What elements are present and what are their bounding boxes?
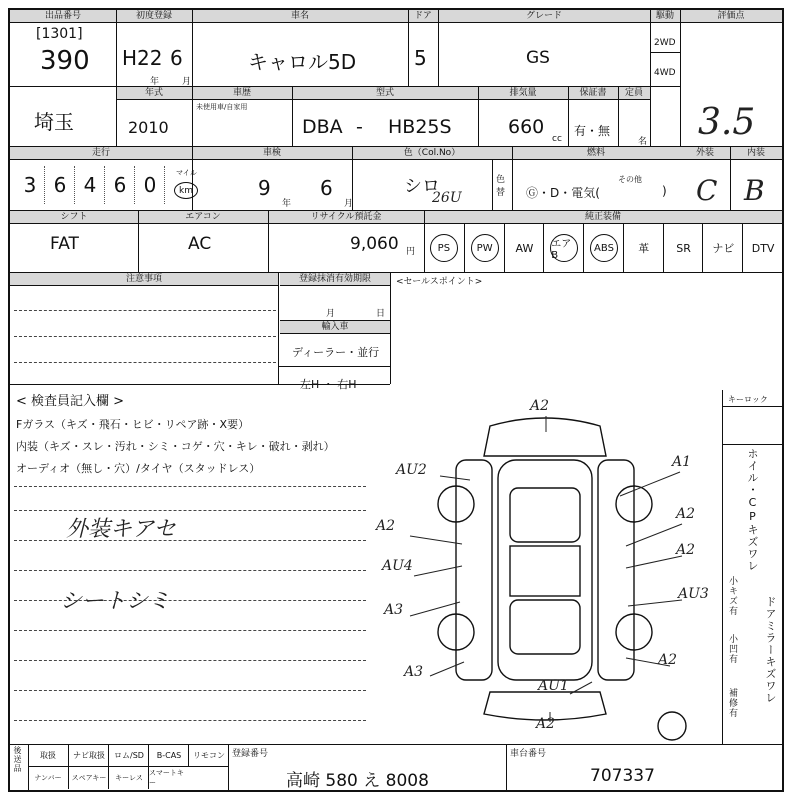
color-code: 26U [432,190,462,206]
damage-mark: A2 [658,652,678,668]
vehicle-type-note: 未使用車/自家用 [196,103,248,111]
mileage-digit: 4 [76,166,105,204]
side-small-1: 小キズ有 [727,576,737,616]
equipment-item: エアB [543,224,584,272]
recycle-header: リサイクル預託金 [268,211,424,224]
import-header: 輸入車 [280,320,390,334]
shaken-month-unit: 月 [344,199,354,209]
mileage-digit: 0 [136,166,165,204]
footer-accessory-2: キーレス [108,767,149,789]
fuel-other: その他 [618,175,642,184]
footer-accessory: 取扱 [28,744,68,767]
color-header: 色（Col.No） [352,147,512,160]
exterior-header: 外装 [680,147,730,160]
displacement-value: 660 [508,116,545,138]
side-note-wheel: ホイル・CPキズワレ [746,448,759,572]
inspector-line-audio: オーディオ（無し・穴）/タイヤ（スタッドレス） [16,462,261,475]
reg-date-header: 登録抹消有効期限 [280,273,390,286]
equipment-item: ナビ [702,224,743,272]
dealer-option: ディーラー・並行 [292,346,380,359]
damage-mark: A2 [536,716,556,732]
shaken-year-unit: 年 [282,199,292,209]
footer-side-label: 後送品 [13,746,22,773]
lot-header: 出品番号 [10,10,116,23]
shaken-month: 6 [320,176,333,200]
note-exterior: 外装キアセ [66,517,176,542]
side-note-mirror: ドアミラーキズワレ [764,596,777,704]
grade-value: GS [526,48,550,68]
lot-code: [1301] [36,26,83,42]
damage-mark: AU3 [678,586,709,602]
drive-4wd: 4WD [654,68,676,78]
capacity-unit: 名 [638,137,648,147]
damage-mark: AU1 [538,678,569,694]
equipment-row [424,224,782,272]
footer-accessory: ナビ取扱 [68,744,109,767]
interior-grade: B [744,174,765,207]
chassis-number: 707337 [590,766,655,786]
shaken-header: 車検 [192,147,352,160]
damage-mark: A3 [404,664,424,680]
equipment-item: PS [424,224,464,272]
mileage-digit: 6 [46,166,75,204]
recycle-amount: 9,060 [350,234,399,254]
lot-number: 390 [40,46,90,76]
sales-point-label: <セールスポイント> [396,277,483,287]
side-small-2: 小凹有 [727,634,737,664]
footer-accessory-2: スペアキー [68,767,109,789]
shift-value: FAT [50,234,79,254]
damage-mark: A2 [376,518,396,534]
first-reg-month: 6 [170,46,183,70]
shaken-year: 9 [258,176,271,200]
footer-accessory-2: スマートキー [148,767,189,789]
car-name: キャロル5D [248,50,357,74]
equipment-item: 革 [623,224,664,272]
car-name-header: 車名 [192,10,408,23]
doors-value: 5 [414,46,427,70]
damage-mark: A2 [530,398,550,414]
recycle-unit: 円 [406,247,416,257]
mileage-header: 走行 [10,147,192,160]
damage-leader-lines [410,416,682,722]
mileage-digit: 3 [16,166,45,204]
warranty-value: 有・無 [574,124,611,138]
side-small-3: 補修有 [727,688,737,718]
damage-mark: AU4 [382,558,413,574]
handle-option: 左H ・ 右H [300,378,357,391]
model-dash: - [356,116,363,138]
eval-header: 評価点 [680,10,782,23]
color-change-label: 色替 [496,175,506,198]
displacement-unit: cc [552,134,562,144]
inspector-line-glass: Fガラス（キズ・飛石・ヒビ・リペア跡・X要） [16,418,250,431]
warranty-header: 保証書 [568,87,618,100]
reg-month: 月 [326,309,336,319]
equipment-item: DTV [742,224,783,272]
capacity-header: 定員 [618,87,650,100]
model-prefix: DBA [302,116,343,138]
mileage-unit-top: マイル [176,169,197,177]
region-value: 埼玉 [34,110,74,134]
month-unit: 月 [182,77,192,87]
equipment-header: 純正装備 [424,211,782,224]
drive-2wd: 2WD [654,38,676,48]
exterior-grade: C [696,174,718,207]
doors-header: ドア [408,10,438,23]
equipment-item: PW [464,224,505,272]
year-unit: 年 [150,77,160,87]
note-seat: シートシミ [60,589,171,614]
vehicle-type-header: 車歴 [192,87,292,100]
model-header: 型式 [292,87,478,100]
interior-header: 内装 [730,147,782,160]
auction-sheet [8,8,784,792]
grade-header: グレード [438,10,650,23]
footer-accessory-grid [28,744,228,790]
damage-mark: A3 [384,602,404,618]
damage-mark: A2 [676,506,696,522]
displacement-header: 排気量 [478,87,568,100]
equipment-item: SR [663,224,704,272]
mileage-digit: 6 [106,166,135,204]
footer-accessory: B-CAS [148,744,189,767]
damage-mark: A2 [676,542,696,558]
footer-accessory: ロム/SD [108,744,149,767]
footer-accessory: リモコン [188,744,229,767]
chassis-label: 車台番号 [510,749,547,759]
equipment-item: AW [504,224,545,272]
keylock-label: キーロック [728,395,768,404]
fuel-options: Ⓖ・D・電気( [526,186,600,200]
inspector-line-interior: 内装（キズ・スレ・汚れ・シミ・コゲ・穴・キレ・破れ・剥れ） [16,440,335,453]
aircon-header: エアコン [138,211,268,224]
damage-mark: A1 [672,454,692,470]
aircon-value: AC [188,234,212,254]
drive-header: 駆動 [650,10,680,23]
first-reg-header: 初度登録 [116,10,192,23]
equipment-item: ABS [583,224,624,272]
mileage-unit-km: km [174,182,198,199]
color-name: シロ [404,176,440,197]
shift-header: シフト [10,211,138,224]
score-value: 3.5 [698,102,756,143]
inspector-title: < 検査員記入欄 > [16,394,125,409]
reg-day: 日 [376,309,386,319]
damage-mark: AU2 [396,462,427,478]
first-reg-year: H22 [122,46,163,70]
notes-header: 注意事項 [10,273,278,286]
model-year-value: 2010 [128,118,169,137]
plate-number: 高崎 580 え 8008 [286,771,429,791]
model-code: HB25S [388,116,452,138]
fuel-header: 燃料 [512,147,680,160]
model-year-header: 年式 [116,87,192,100]
fuel-close: ) [662,184,667,198]
plate-label: 登録番号 [232,749,269,759]
footer-accessory-2: ナンバー [34,774,62,782]
